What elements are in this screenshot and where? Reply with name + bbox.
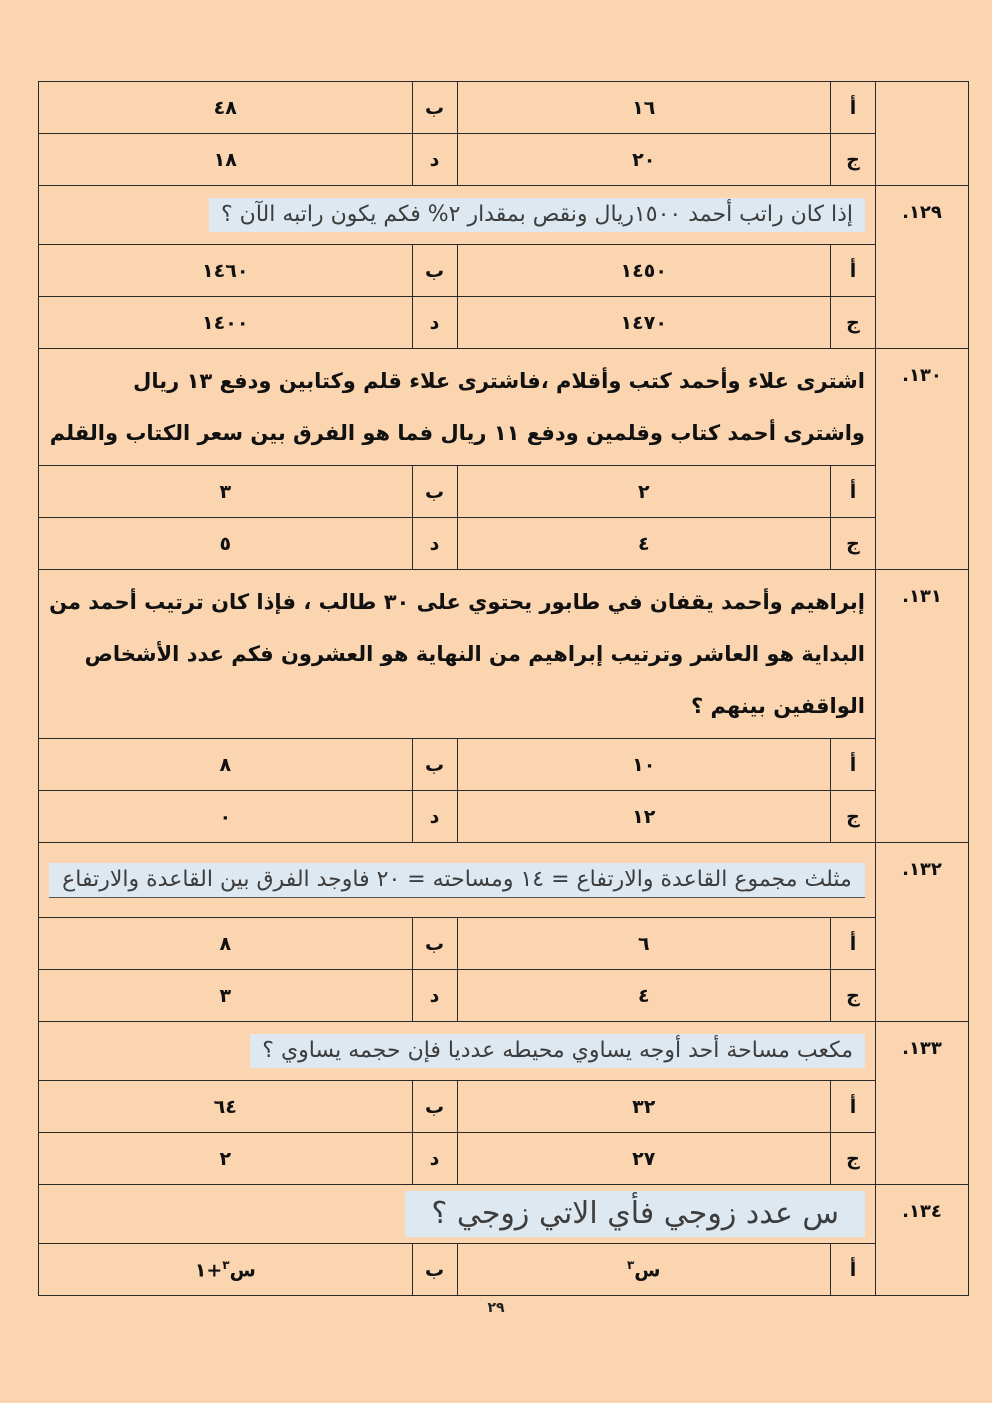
table-row: [39, 791, 969, 843]
question-row: [39, 1185, 969, 1244]
question-text: س عدد زوجي فأي الاتي زوجي ؟: [405, 1191, 865, 1237]
option-value-b: ٦٤: [39, 1081, 413, 1133]
option-a-base: س: [634, 1259, 661, 1282]
option-value-a: ١٠: [457, 739, 831, 791]
option-value-d: ١٤٠٠: [39, 297, 413, 349]
option-value-b: ٨: [39, 918, 413, 970]
option-b-exponent: ٣: [222, 1257, 230, 1272]
question-row: [39, 570, 969, 739]
question-row: [39, 186, 969, 245]
option-value-b: [39, 1244, 413, 1296]
option-label-c: ج: [831, 134, 876, 186]
question-text-cell: [39, 1185, 876, 1244]
option-value-c: ١٤٧٠: [457, 297, 831, 349]
option-label-d: د: [412, 134, 457, 186]
option-label-a: أ: [831, 466, 876, 518]
option-label-a: أ: [831, 245, 876, 297]
option-label-d: د: [412, 970, 457, 1022]
option-value-a: ٣٢: [457, 1081, 831, 1133]
table-row: [39, 1081, 969, 1133]
option-value-c: ٢٠: [457, 134, 831, 186]
option-label-a: أ: [831, 1244, 876, 1296]
question-number: ١٣٤.: [876, 1185, 969, 1296]
option-value-d: ٠: [39, 791, 413, 843]
option-value-c: ١٢: [457, 791, 831, 843]
option-label-a: أ: [831, 918, 876, 970]
question-number-cell: [876, 82, 969, 186]
page-number: ٢٩: [487, 1300, 505, 1316]
question-row: [39, 843, 969, 918]
option-label-d: د: [412, 1133, 457, 1185]
option-label-d: د: [412, 297, 457, 349]
table-row: [39, 918, 969, 970]
option-value-c: ٢٧: [457, 1133, 831, 1185]
question-number: ١٣٢.: [876, 843, 969, 1022]
table-row: [39, 245, 969, 297]
option-label-d: د: [412, 791, 457, 843]
option-label-a: أ: [831, 82, 876, 134]
question-row: [39, 1022, 969, 1081]
option-value-a: ١٦: [457, 82, 831, 134]
table-row: [39, 1133, 969, 1185]
option-label-b: ب: [412, 1244, 457, 1296]
option-label-a: أ: [831, 1081, 876, 1133]
table-row: [39, 134, 969, 186]
option-label-d: د: [412, 518, 457, 570]
question-number: ١٣٣.: [876, 1022, 969, 1185]
option-label-a: أ: [831, 739, 876, 791]
option-label-c: ج: [831, 791, 876, 843]
option-value-b: ٤٨: [39, 82, 413, 134]
option-value-a: ١٤٥٠: [457, 245, 831, 297]
question-row: [39, 349, 969, 466]
option-a-exponent: ٣: [626, 1257, 635, 1272]
question-text: اشترى علاء وأحمد كتب وأقلام ،فاشترى علاء قلم وكتابين ودفع ١٣ ريال واشترى أحمد كتاب وقلمين ودفع ١١ ريال فما هو الفرق بين سعر الكتاب والقلم: [39, 349, 876, 466]
question-text-cell: [39, 186, 876, 245]
option-value-d: ٣: [39, 970, 413, 1022]
option-value-a: [457, 1244, 831, 1296]
option-label-b: ب: [412, 82, 457, 134]
option-label-b: ب: [412, 739, 457, 791]
option-label-c: ج: [831, 970, 876, 1022]
table-row: [39, 466, 969, 518]
questions-table: [38, 81, 969, 1296]
table-row: [39, 970, 969, 1022]
table-row: [39, 739, 969, 791]
question-text-cell: [39, 1022, 876, 1081]
table-row: [39, 518, 969, 570]
question-number: ١٣٠.: [876, 349, 969, 570]
option-value-b: ٨: [39, 739, 413, 791]
option-value-b: ١٤٦٠: [39, 245, 413, 297]
question-number: ١٢٩.: [876, 186, 969, 349]
question-text-cell: [39, 843, 876, 918]
option-label-b: ب: [412, 245, 457, 297]
option-label-b: ب: [412, 466, 457, 518]
question-text: إذا كان راتب أحمد ١٥٠٠ريال ونقص بمقدار ٢% فكم يكون راتبه الآن ؟: [209, 198, 865, 232]
option-value-d: ٥: [39, 518, 413, 570]
question-text: مكعب مساحة أحد أوجه يساوي محيطه عدديا فإن حجمه يساوي ؟: [250, 1034, 865, 1068]
table-row: [39, 297, 969, 349]
option-value-b: ٣: [39, 466, 413, 518]
option-value-c: ٤: [457, 518, 831, 570]
option-value-a: ٦: [457, 918, 831, 970]
option-label-c: ج: [831, 1133, 876, 1185]
option-label-c: ج: [831, 297, 876, 349]
question-number: ١٣١.: [876, 570, 969, 843]
option-value-d: ٢: [39, 1133, 413, 1185]
question-text: إبراهيم وأحمد يقفان في طابور يحتوي على ٣٠ طالب ، فإذا كان ترتيب أحمد من البداية هو العاشر وترتيب إبراهيم من النهاية هو العشرون فكم عدد الأشخاص الواقفين بينهم ؟: [39, 570, 876, 739]
question-text: مثلث مجموع القاعدة والارتفاع = ١٤ ومساحته = ٢٠ فاوجد الفرق بين القاعدة والارتفاع: [49, 863, 865, 898]
option-value-d: ١٨: [39, 134, 413, 186]
option-label-c: ج: [831, 518, 876, 570]
table-row: [39, 1244, 969, 1296]
option-label-b: ب: [412, 918, 457, 970]
option-value-c: ٤: [457, 970, 831, 1022]
option-value-a: ٢: [457, 466, 831, 518]
option-label-b: ب: [412, 1081, 457, 1133]
option-b-base: س: [229, 1259, 256, 1282]
option-b-tail: +١: [194, 1259, 223, 1282]
table-row: [39, 82, 969, 134]
